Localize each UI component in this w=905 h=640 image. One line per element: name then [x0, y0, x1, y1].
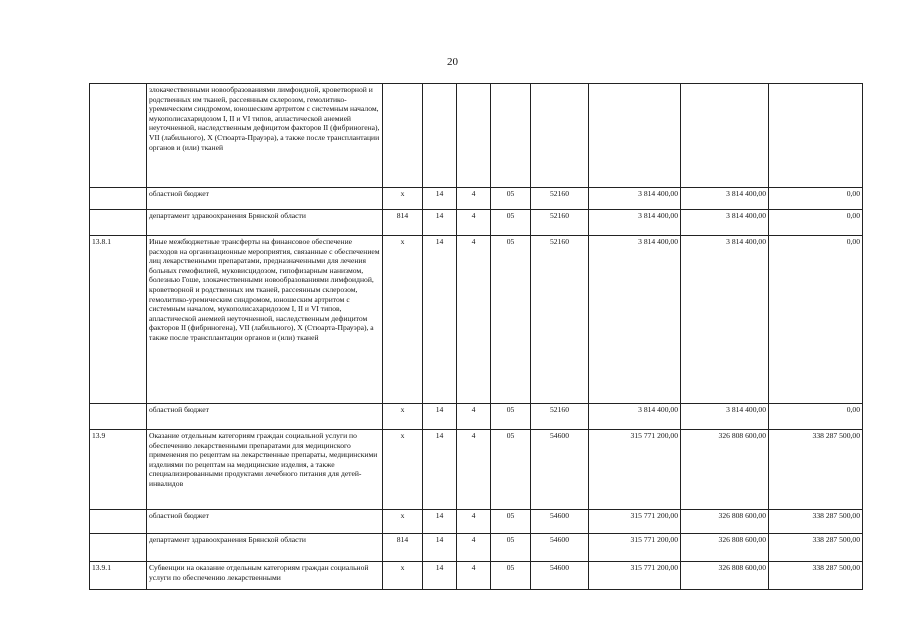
rz-cell: 14 — [423, 534, 457, 562]
grbs-cell: х — [383, 510, 423, 534]
vr-cell: 52160 — [531, 236, 589, 404]
sum-3-cell: 338 287 500,00 — [769, 510, 863, 534]
row-number — [90, 210, 147, 236]
pr-cell — [457, 84, 491, 188]
rz-cell: 14 — [423, 236, 457, 404]
sum-3-cell: 0,00 — [769, 188, 863, 210]
csr-cell: 05 — [491, 188, 531, 210]
csr-cell: 05 — [491, 210, 531, 236]
csr-cell: 05 — [491, 562, 531, 590]
row-number: 13.9.1 — [90, 562, 147, 590]
row-number — [90, 188, 147, 210]
row-number — [90, 84, 147, 188]
table-row — [90, 534, 863, 562]
row-name: Иные межбюджетные трансферты на финансовое обеспечение расходов на организационные мероприятия, связанные с обеспечением лиц лекарственными препаратами, предназначенными для лечения больных гемофилией, муковисцидозом, гипофизарным нанизмом, болезнью Гоше, злокачественными новообразованиями лимфоидной, кроветворной и родственных им тканей, рассеянным склерозом, гемолитико-уремическим синдромом, юношеским артритом с системным началом, мукополисахаридозом I, II и VI типов, апластической анемией неуточненной, наследственным дефицитом факторов II (фибриногена), VII (лабильного), X (Стюарта-Прауэра), а также после трансплантации органов и (или) тканей — [147, 236, 383, 404]
csr-cell: 05 — [491, 534, 531, 562]
sum-1-cell: 315 771 200,00 — [589, 430, 681, 510]
pr-cell: 4 — [457, 210, 491, 236]
table-row — [90, 210, 863, 236]
sum-1-cell: 3 814 400,00 — [589, 210, 681, 236]
csr-cell: 05 — [491, 404, 531, 430]
csr-cell — [491, 84, 531, 188]
sum-2-cell: 326 808 600,00 — [681, 534, 769, 562]
row-name: Субвенции на оказание отдельным категориям граждан социальной услуги по обеспечению лекарственными — [147, 562, 383, 590]
grbs-cell: х — [383, 430, 423, 510]
row-number — [90, 510, 147, 534]
row-name: департамент здравоохранения Брянской области — [147, 534, 383, 562]
sum-1-cell: 3 814 400,00 — [589, 188, 681, 210]
sum-3-cell: 0,00 — [769, 236, 863, 404]
table-row — [90, 510, 863, 534]
row-number: 13.9 — [90, 430, 147, 510]
table-row — [90, 236, 863, 404]
sum-1-cell — [589, 84, 681, 188]
row-number — [90, 534, 147, 562]
grbs-cell: х — [383, 236, 423, 404]
vr-cell: 52160 — [531, 188, 589, 210]
sum-2-cell: 3 814 400,00 — [681, 188, 769, 210]
table-row — [90, 404, 863, 430]
row-name: злокачественными новообразованиями лимфоидной, кроветворной и родственных им тканей, рассеянным склерозом, гемолитико-уремическим синдромом, юношеским артритом с системным началом, мукополисахаридозом I, II и VI типов, апластической анемией неуточненной, наследственным дефицитом факторов II (фибриногена), VII (лабильного), X (Стюарта-Прауэра), а также после трансплантации органов и (или) тканей — [147, 84, 383, 188]
rz-cell: 14 — [423, 404, 457, 430]
table-row — [90, 430, 863, 510]
sum-2-cell — [681, 84, 769, 188]
grbs-cell: х — [383, 562, 423, 590]
row-name: областной бюджет — [147, 188, 383, 210]
rz-cell: 14 — [423, 188, 457, 210]
vr-cell: 52160 — [531, 210, 589, 236]
vr-cell: 54600 — [531, 510, 589, 534]
pr-cell: 4 — [457, 404, 491, 430]
sum-1-cell: 315 771 200,00 — [589, 510, 681, 534]
page-number: 20 — [447, 56, 458, 68]
row-name: областной бюджет — [147, 510, 383, 534]
table-row — [90, 562, 863, 590]
grbs-cell: х — [383, 188, 423, 210]
sum-2-cell: 326 808 600,00 — [681, 430, 769, 510]
pr-cell: 4 — [457, 236, 491, 404]
row-name: департамент здравоохранения Брянской области — [147, 210, 383, 236]
sum-1-cell: 315 771 200,00 — [589, 534, 681, 562]
grbs-cell: 814 — [383, 210, 423, 236]
sum-2-cell: 3 814 400,00 — [681, 210, 769, 236]
grbs-cell: 814 — [383, 534, 423, 562]
sum-1-cell: 315 771 200,00 — [589, 562, 681, 590]
row-name: Оказание отдельным категориям граждан социальной услуги по обеспечению лекарственными препаратами для медицинского применения по рецептам на лекарственные препараты, медицинскими изделиями по рецептам на медицинские изделия, а также специализированными продуктами лечебного питания для детей-инвалидов — [147, 430, 383, 510]
sum-3-cell: 0,00 — [769, 404, 863, 430]
sum-2-cell: 326 808 600,00 — [681, 510, 769, 534]
table-row — [90, 188, 863, 210]
row-number: 13.8.1 — [90, 236, 147, 404]
pr-cell: 4 — [457, 430, 491, 510]
pr-cell: 4 — [457, 510, 491, 534]
pr-cell: 4 — [457, 188, 491, 210]
sum-2-cell: 326 808 600,00 — [681, 562, 769, 590]
sum-2-cell: 3 814 400,00 — [681, 236, 769, 404]
vr-cell: 54600 — [531, 534, 589, 562]
rz-cell: 14 — [423, 210, 457, 236]
pr-cell: 4 — [457, 534, 491, 562]
sum-2-cell: 3 814 400,00 — [681, 404, 769, 430]
row-number — [90, 404, 147, 430]
sum-3-cell: 0,00 — [769, 210, 863, 236]
grbs-cell: х — [383, 404, 423, 430]
vr-cell: 54600 — [531, 430, 589, 510]
sum-3-cell: 338 287 500,00 — [769, 562, 863, 590]
csr-cell: 05 — [491, 510, 531, 534]
vr-cell: 54600 — [531, 562, 589, 590]
grbs-cell — [383, 84, 423, 188]
rz-cell — [423, 84, 457, 188]
vr-cell: 52160 — [531, 404, 589, 430]
sum-3-cell: 338 287 500,00 — [769, 430, 863, 510]
csr-cell: 05 — [491, 430, 531, 510]
vr-cell — [531, 84, 589, 188]
sum-1-cell: 3 814 400,00 — [589, 236, 681, 404]
pr-cell: 4 — [457, 562, 491, 590]
table-row — [90, 84, 863, 188]
budget-table — [89, 83, 863, 590]
sum-1-cell: 3 814 400,00 — [589, 404, 681, 430]
sum-3-cell: 338 287 500,00 — [769, 534, 863, 562]
rz-cell: 14 — [423, 510, 457, 534]
csr-cell: 05 — [491, 236, 531, 404]
row-name: областной бюджет — [147, 404, 383, 430]
sum-3-cell — [769, 84, 863, 188]
rz-cell: 14 — [423, 562, 457, 590]
rz-cell: 14 — [423, 430, 457, 510]
